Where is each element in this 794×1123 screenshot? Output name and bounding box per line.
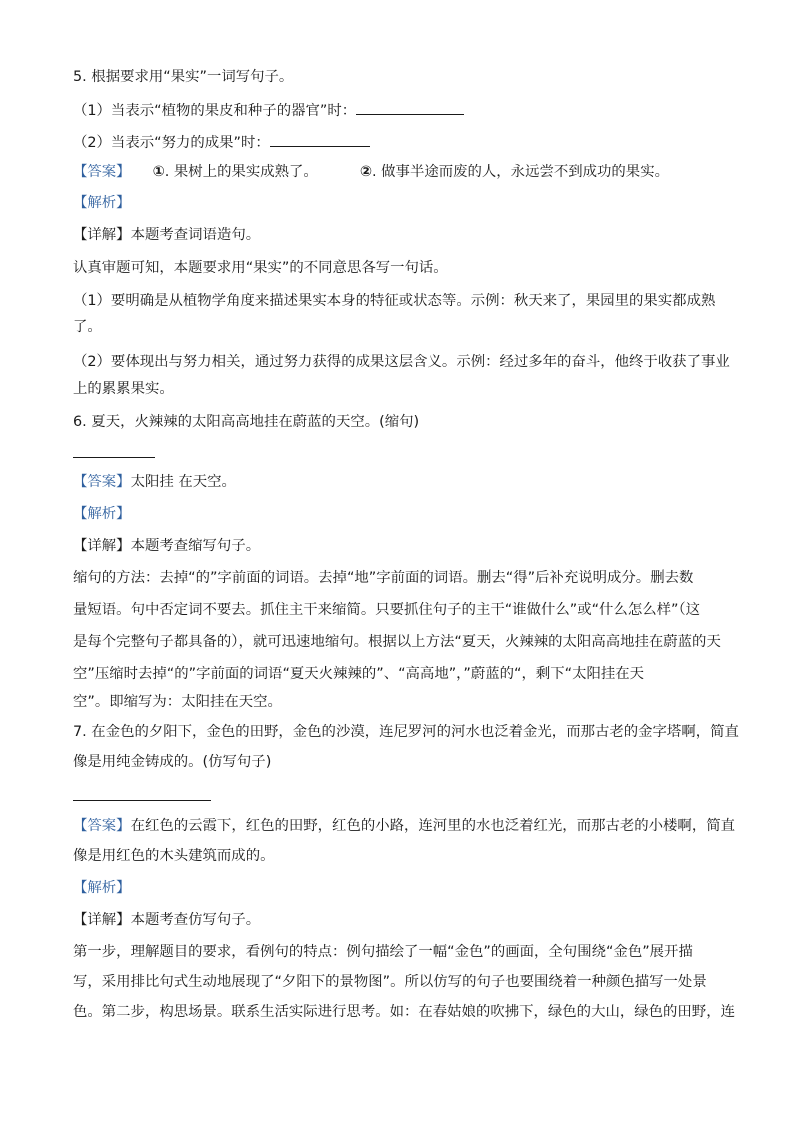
q5-explain-3: 了。 — [73, 319, 102, 335]
q6-answer-blank[interactable] — [73, 457, 155, 458]
circled-one: ① — [152, 164, 165, 180]
q6-detail-text: 本题考查缩写句子。 — [130, 538, 261, 554]
detail-label: 【详解】 — [73, 912, 131, 928]
q5-explain-1: 认真审题可知，本题要求用“果实”的不同意思各写一句话。 — [73, 260, 448, 276]
q6-explain-4: 空”压缩时去掉“的”字前面的词语“夏天火辣辣的”、“高高地”，”蔚蓝的“，剩下“太阳挂在天 — [73, 666, 645, 682]
q5-answer-1: . 果树上的果实成熟了。 — [164, 164, 318, 180]
q5-part1-text: （1）当表示“植物的果皮和种子的器官”时： — [73, 103, 357, 119]
q5-detail-text: 本题考查词语造句。 — [130, 227, 261, 243]
q7-title-2: 像是用纯金铸成的。(仿写句子) — [73, 754, 272, 770]
answer-label: 【答案】 — [73, 474, 131, 490]
q6-explain-5: 空”。即缩写为：太阳挂在天空。 — [73, 694, 282, 710]
q5-title: 5. 根据要求用“果实”一词写句子。 — [73, 69, 294, 85]
q5-explain-4: （2）要体现出与努力相关，通过努力获得的成果这层含义。示例：经过多年的奋斗，他终于收获了事业 — [73, 354, 730, 370]
q6-explain-3: 是每个完整句子都具备的），就可迅速地缩句。根据以上方法“夏天，火辣辣的太阳高高地挂在蔚蓝的天 — [73, 634, 721, 650]
q7-explain-1: 第一步，理解题目的要求，看例句的特点：例句描绘了一幅“金色”的画面，全句围绕“金色”展开描 — [73, 944, 693, 960]
q5-part1 — [73, 100, 723, 121]
q6-analysis-label: 【解析】 — [73, 506, 131, 522]
q5-explain-5: 上的累累果实。 — [73, 381, 174, 397]
q7-explain-3: 色。第二步，构思场景。联系生活实际进行思考。如：在春姑娘的吹拂下，绿色的大山，绿色的田野，连 — [73, 1004, 735, 1020]
q5-blank1[interactable] — [356, 100, 464, 115]
q5-blank2[interactable] — [270, 132, 370, 147]
answer-label: 【答案】 — [73, 164, 131, 180]
q5-analysis-label: 【解析】 — [73, 195, 131, 211]
q6-title: 6. 夏天，火辣辣的太阳高高地挂在蔚蓝的天空。(缩句) — [73, 414, 420, 430]
q7-title-1: 7. 在金色的夕阳下，金色的田野，金色的沙漠，连尼罗河的河水也泛着金光，而那古老的金字塔啊，简直 — [73, 724, 739, 740]
q7-detail-text: 本题考查仿写句子。 — [130, 912, 261, 928]
q5-explain-2: （1）要明确是从植物学角度来描述果实本身的特征或状态等。示例：秋天来了，果园里的果实都成熟 — [73, 293, 716, 309]
detail-label: 【详解】 — [73, 538, 131, 554]
q7-answer-2: 像是用红色的木头建筑而成的。 — [73, 848, 275, 864]
q5-answer-2: . 做事半途而废的人，永远尝不到成功的果实。 — [372, 164, 669, 180]
q6-answer-text: 太阳挂 在天空。 — [130, 474, 236, 490]
q7-analysis-label: 【解析】 — [73, 880, 131, 896]
q6-detail — [73, 536, 723, 556]
q5-answer — [73, 162, 723, 182]
answer-label: 【答案】 — [73, 818, 131, 834]
q6-explain-2: 量短语。句中否定词不要去。抓住主干来缩简。只要抓住句子的主干“谁做什么”或“什么怎么样”（这 — [73, 602, 701, 618]
q7-answer-blank[interactable] — [73, 800, 211, 801]
q5-detail — [73, 225, 723, 245]
q7-answer-text-1: 在红色的云霞下，红色的田野，红色的小路，连河里的水也泛着红光，而那古老的小楼啊，简直 — [130, 818, 735, 834]
q5-part2-text: （2）当表示“努力的成果”时： — [73, 135, 270, 151]
q7-detail — [73, 910, 723, 930]
detail-label: 【详解】 — [73, 227, 131, 243]
q7-answer-1 — [73, 816, 735, 836]
q6-explain-1: 缩句的方法：去掉“的”字前面的词语。去掉“地”字前面的词语。删去“得”后补充说明成分。删去数 — [73, 570, 694, 586]
q6-answer — [73, 472, 723, 492]
q7-explain-2: 写，采用排比句式生动地展现了“夕阳下的景物图”。所以仿写的句子也要围绕着一种颜色描写一处景 — [73, 974, 707, 990]
q5-part2 — [73, 132, 723, 153]
circled-two: ② — [359, 164, 373, 180]
